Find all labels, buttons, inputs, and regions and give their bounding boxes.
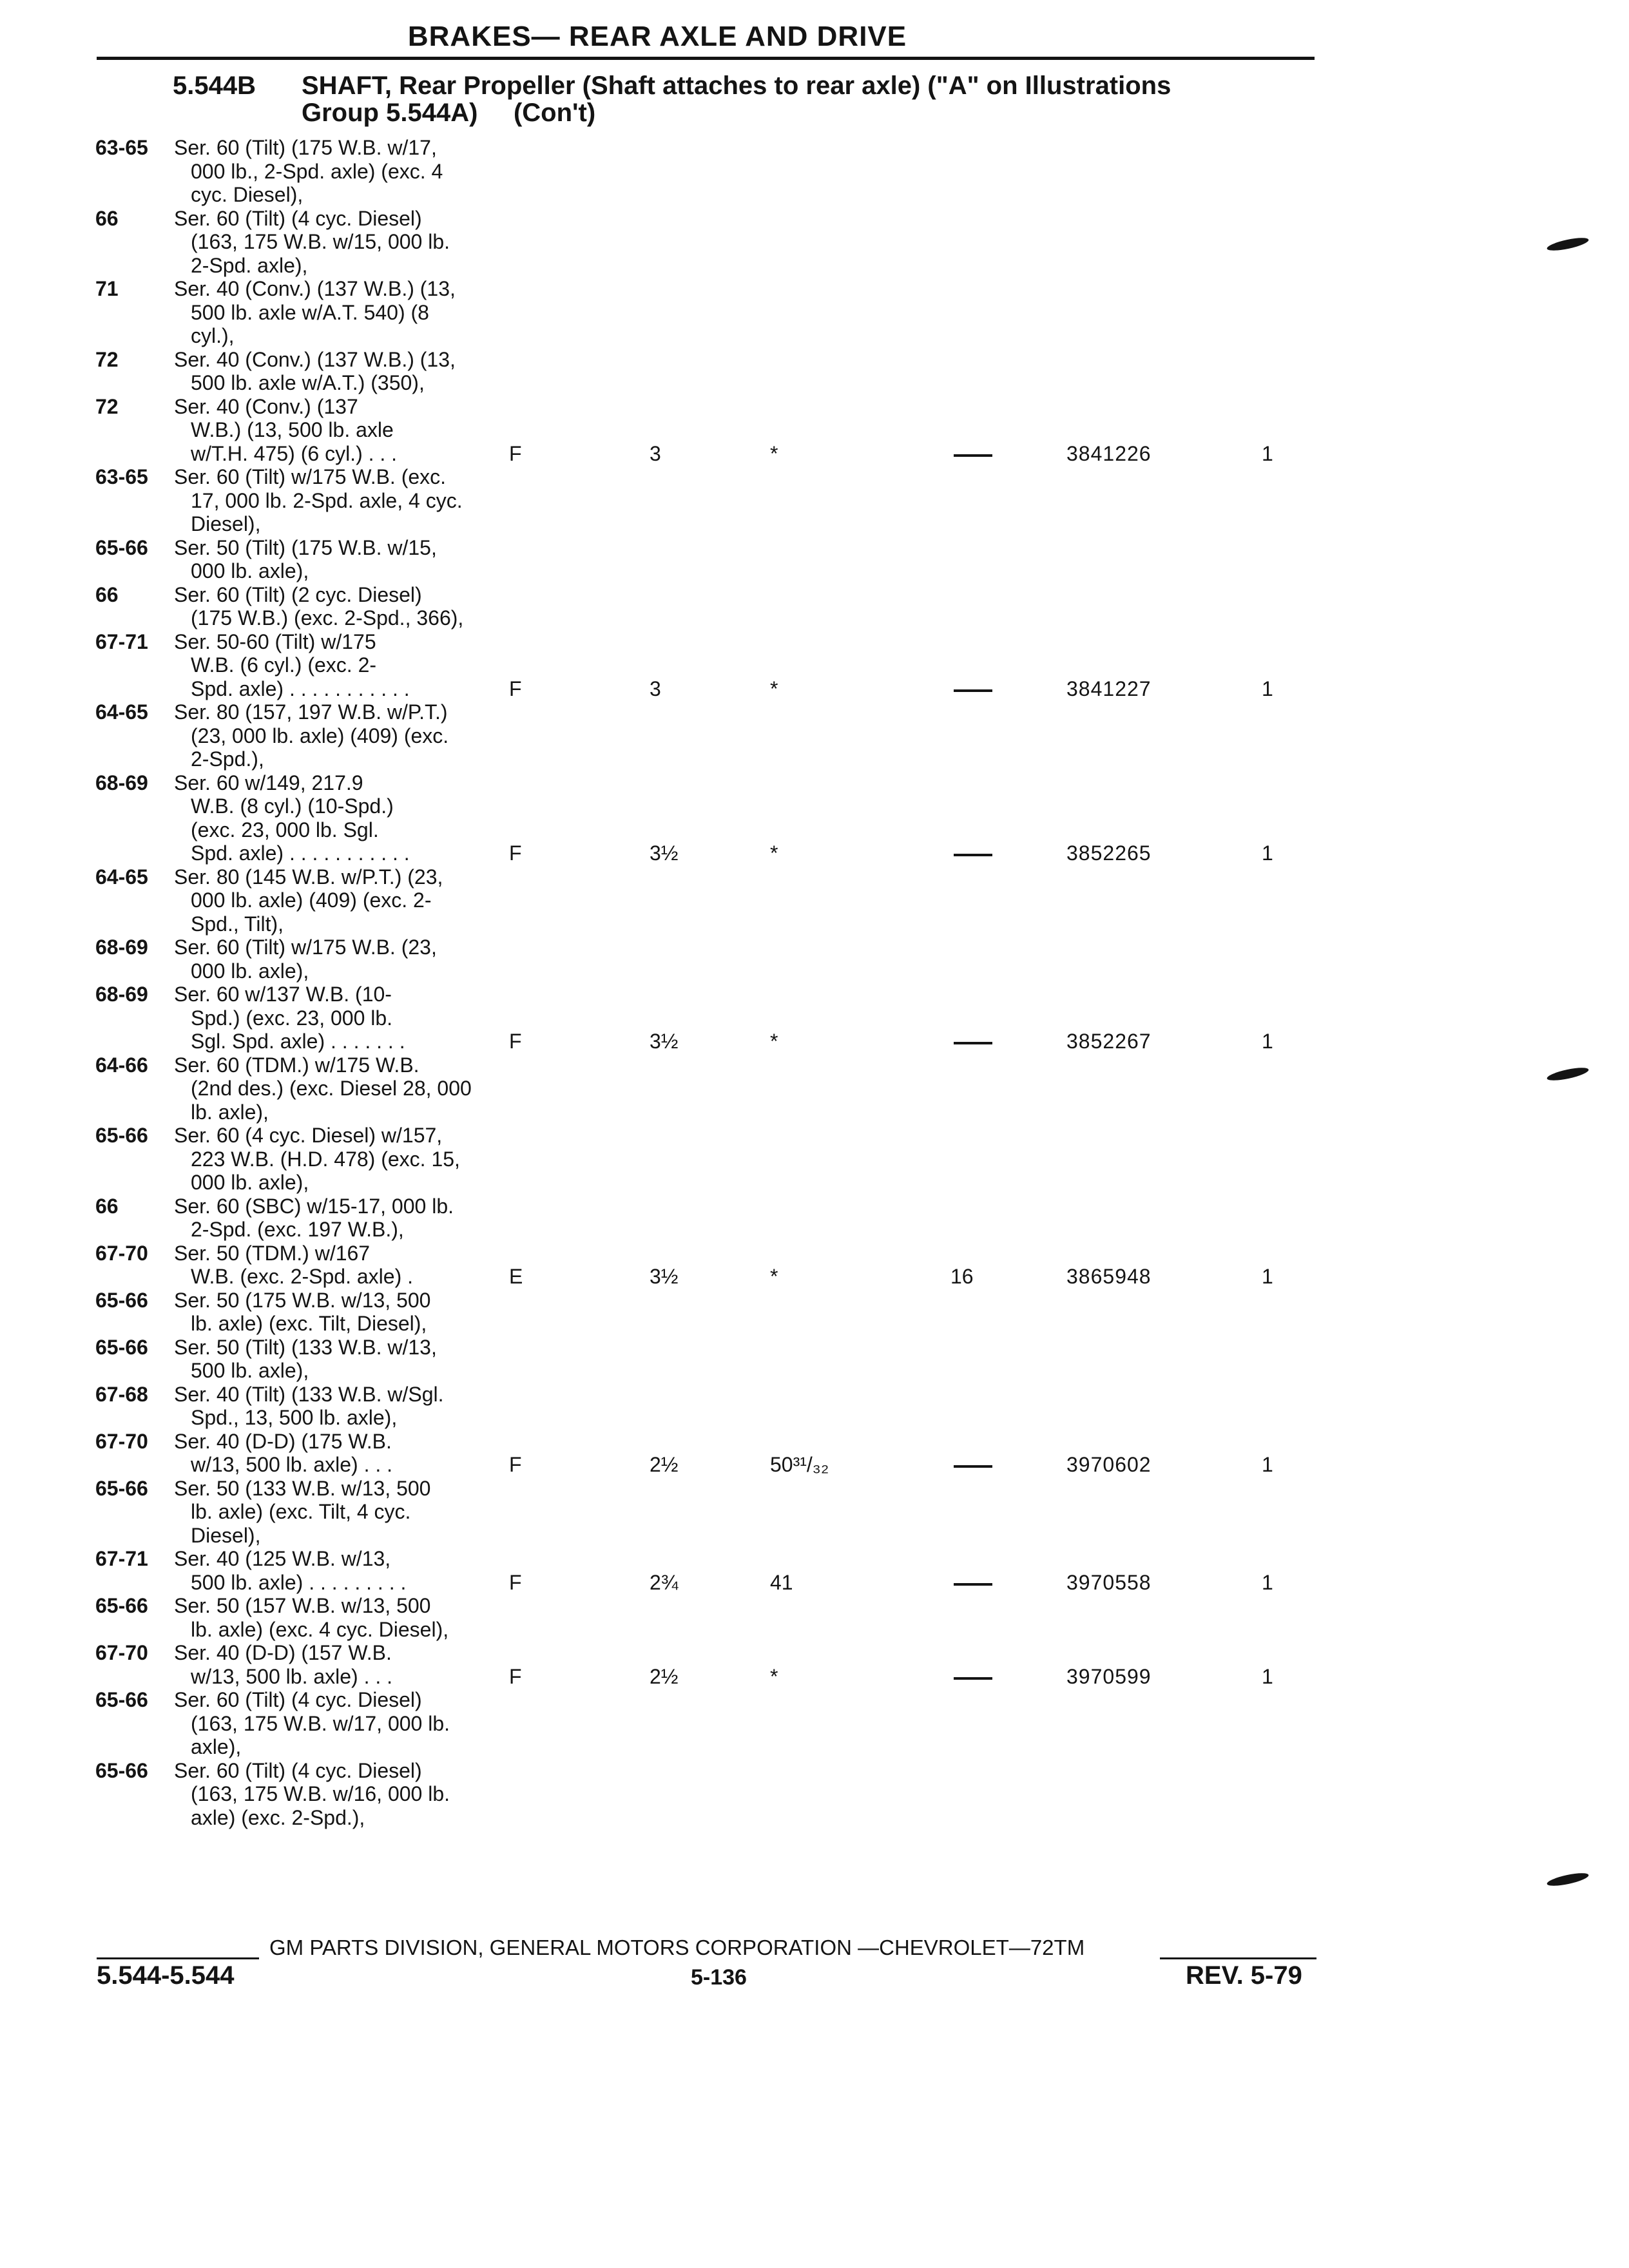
description-line: Ser. 60 (SBC) w/15-17, 000 lb. — [174, 1194, 454, 1218]
application-description — [174, 771, 535, 865]
tube-size: 3½ — [650, 1265, 679, 1288]
description-line: 000 lb. axle) (409) (exc. 2- — [191, 889, 432, 912]
application-description — [174, 395, 535, 466]
description-line: Diesel), — [191, 1523, 261, 1547]
part-number: 3970558 — [1066, 1570, 1152, 1594]
description-line: axle), — [191, 1735, 242, 1758]
figure-code: F — [509, 1570, 522, 1594]
no-value-dash — [954, 454, 992, 457]
description-line: w/T.H. 475) (6 cyl.) . . . — [191, 441, 398, 465]
model-year: 67-70 — [95, 1241, 148, 1265]
model-year: 65-66 — [95, 1594, 148, 1617]
description-line: Ser. 40 (Conv.) (137 W.B.) (13, — [174, 347, 456, 371]
description-line: (2nd des.) (exc. Diesel 28, 000 — [191, 1077, 472, 1100]
description-line: Ser. 50 (133 W.B. w/13, 500 — [174, 1476, 431, 1500]
description-line: (exc. 23, 000 lb. Sgl. — [191, 818, 379, 841]
application-description — [174, 277, 535, 348]
description-line: Ser. 80 (157, 197 W.B. w/P.T.) — [174, 700, 448, 724]
figure-code: F — [509, 1453, 522, 1476]
application-description — [174, 983, 535, 1053]
description-line: cyl.), — [191, 324, 235, 347]
shaft-length: 50³¹/₃₂ — [770, 1453, 829, 1476]
quantity: 1 — [1262, 1265, 1273, 1288]
application-description — [174, 865, 535, 936]
footer-page-number: 5-136 — [691, 1965, 747, 1990]
model-year: 65-66 — [95, 535, 148, 559]
footer-publisher: GM PARTS DIVISION, GENERAL MOTORS CORPORATION —CHEVROLET—72TM — [269, 1936, 1085, 1959]
description-line: Ser. 40 (Conv.) (137 W.B.) (13, — [174, 277, 456, 300]
part-number: 3852267 — [1066, 1030, 1152, 1053]
description-line: Sgl. Spd. axle) . . . . . . . — [191, 1030, 405, 1053]
page-header-title: BRAKES— REAR AXLE AND DRIVE — [407, 21, 907, 52]
description-line: Ser. 40 (Conv.) (137 — [174, 394, 358, 418]
application-description — [174, 1195, 535, 1242]
description-line: Diesel), — [191, 512, 261, 535]
model-year: 65-66 — [95, 1335, 148, 1359]
section-title-continued: Group 5.544A) (Con't) — [302, 99, 596, 127]
model-year: 67-68 — [95, 1382, 148, 1406]
description-line: 000 lb. axle), — [191, 1171, 309, 1194]
application-description — [174, 583, 535, 630]
description-line: Spd.) (exc. 23, 000 lb. — [191, 1006, 393, 1030]
description-line: Spd., 13, 500 lb. axle), — [191, 1406, 398, 1429]
part-number: 3970599 — [1066, 1664, 1152, 1688]
no-value-dash — [954, 854, 992, 856]
model-year: 64-65 — [95, 865, 148, 889]
model-year: 65-66 — [95, 1758, 148, 1782]
description-line: Spd. axle) . . . . . . . . . . . — [191, 841, 410, 865]
model-year: 64-65 — [95, 700, 148, 724]
figure-code: E — [509, 1265, 523, 1288]
no-value-dash — [954, 1583, 992, 1586]
description-line: lb. axle) (exc. 4 cyc. Diesel), — [191, 1617, 449, 1641]
no-value-dash — [954, 1677, 992, 1680]
quantity: 1 — [1262, 1664, 1273, 1688]
description-line: Ser. 60 w/137 W.B. (10- — [174, 983, 392, 1006]
quantity: 1 — [1262, 1570, 1273, 1594]
description-line: 000 lb. axle), — [191, 559, 309, 582]
model-year: 67-71 — [95, 629, 148, 653]
figure-code: F — [509, 441, 522, 465]
description-line: W.B.) (13, 500 lb. axle — [191, 418, 394, 441]
tube-size: 3 — [650, 441, 661, 465]
model-year: 66 — [95, 1194, 119, 1218]
description-line: (163, 175 W.B. w/16, 000 lb. — [191, 1782, 450, 1805]
description-line: 2-Spd.), — [191, 747, 264, 771]
description-line: lb. axle) (exc. Tilt, Diesel), — [191, 1312, 427, 1335]
description-line: Ser. 40 (D-D) (175 W.B. — [174, 1429, 392, 1453]
description-line: Ser. 50 (175 W.B. w/13, 500 — [174, 1288, 431, 1312]
model-year: 65-66 — [95, 1288, 148, 1312]
description-line: 223 W.B. (H.D. 478) (exc. 15, — [191, 1147, 460, 1171]
figure-code: F — [509, 841, 522, 865]
application-description — [174, 1759, 535, 1830]
application-description — [174, 1430, 535, 1477]
application-description — [174, 1641, 535, 1688]
shaft-length: * — [770, 677, 778, 700]
shaft-length: * — [770, 441, 778, 465]
application-description — [174, 1383, 535, 1430]
quantity: 1 — [1262, 677, 1273, 700]
application-description — [174, 1242, 535, 1289]
section-title: SHAFT, Rear Propeller (Shaft attaches to rear axle) ("A" on Illustrations — [302, 72, 1171, 100]
application-description — [174, 700, 535, 771]
description-line: W.B. (8 cyl.) (10-Spd.) — [191, 794, 394, 818]
description-line: lb. axle), — [191, 1100, 269, 1124]
description-line: 2-Spd. axle), — [191, 253, 308, 277]
description-line: Ser. 80 (145 W.B. w/P.T.) (23, — [174, 865, 443, 889]
application-description — [174, 1289, 535, 1336]
description-line: 000 lb., 2-Spd. axle) (exc. 4 — [191, 159, 443, 183]
model-year: 63-65 — [95, 136, 148, 159]
description-line: (163, 175 W.B. w/15, 000 lb. — [191, 230, 450, 253]
description-line: Ser. 60 (Tilt) w/175 W.B. (exc. — [174, 465, 447, 488]
footer-rule-left — [97, 1957, 259, 1959]
description-line: Ser. 50 (Tilt) (133 W.B. w/13, — [174, 1335, 437, 1359]
tube-size: 3½ — [650, 841, 679, 865]
shaft-length: * — [770, 841, 778, 865]
figure-code: F — [509, 1030, 522, 1053]
model-year: 72 — [95, 394, 119, 418]
figure-code: F — [509, 1664, 522, 1688]
no-value-dash — [954, 689, 992, 692]
model-year: 64-66 — [95, 1053, 148, 1077]
description-line: Spd. axle) . . . . . . . . . . . — [191, 677, 410, 700]
quantity: 1 — [1262, 441, 1273, 465]
model-year: 68-69 — [95, 936, 148, 959]
description-line: Ser. 50 (TDM.) w/167 — [174, 1241, 371, 1265]
description-line: (175 W.B.) (exc. 2-Spd., 366), — [191, 606, 464, 629]
part-number: 3970602 — [1066, 1453, 1152, 1476]
application-description — [174, 1688, 535, 1759]
description-line: Ser. 40 (Tilt) (133 W.B. w/Sgl. — [174, 1382, 444, 1406]
application-description — [174, 1594, 535, 1641]
description-line: Ser. 60 (TDM.) w/175 W.B. — [174, 1053, 419, 1077]
part-number: 3852265 — [1066, 841, 1152, 865]
application-description — [174, 136, 535, 207]
tube-size: 2¾ — [650, 1570, 679, 1594]
model-year: 67-70 — [95, 1641, 148, 1664]
application-description — [174, 630, 535, 701]
shaft-length: * — [770, 1265, 778, 1288]
tube-size: 3½ — [650, 1030, 679, 1053]
model-year: 71 — [95, 277, 119, 300]
description-line: 500 lb. axle), — [191, 1359, 309, 1382]
description-line: Ser. 60 (Tilt) (4 cyc. Diesel) — [174, 1758, 422, 1782]
model-year: 68-69 — [95, 771, 148, 794]
section-number: 5.544B — [173, 72, 256, 100]
description-line: 000 lb. axle), — [191, 959, 309, 983]
description-line: 500 lb. axle) . . . . . . . . . — [191, 1570, 407, 1594]
description-line: Ser. 60 (Tilt) (4 cyc. Diesel) — [174, 1688, 422, 1711]
description-line: Ser. 60 (Tilt) (2 cyc. Diesel) — [174, 582, 422, 606]
footer-section-range: 5.544-5.544 — [97, 1961, 235, 1990]
application-description — [174, 207, 535, 278]
description-line: Ser. 50 (Tilt) (175 W.B. w/15, — [174, 535, 437, 559]
description-line: w/13, 500 lb. axle) . . . — [191, 1664, 393, 1688]
model-year: 65-66 — [95, 1688, 148, 1711]
description-line: Ser. 50-60 (Tilt) w/175 — [174, 629, 376, 653]
description-line: W.B. (exc. 2-Spd. axle) . — [191, 1265, 413, 1288]
part-number: 3865948 — [1066, 1265, 1152, 1288]
description-line: Spd., Tilt), — [191, 912, 284, 936]
quantity: 1 — [1262, 1453, 1273, 1476]
description-line: (23, 000 lb. axle) (409) (exc. — [191, 724, 449, 747]
model-year: 68-69 — [95, 983, 148, 1006]
model-year: 66 — [95, 206, 119, 230]
application-description — [174, 1124, 535, 1195]
quantity: 1 — [1262, 1030, 1273, 1053]
application-description — [174, 465, 535, 536]
description-line: lb. axle) (exc. Tilt, 4 cyc. — [191, 1500, 411, 1523]
model-year: 65-66 — [95, 1124, 148, 1147]
tube-size: 2½ — [650, 1664, 679, 1688]
description-line: 2-Spd. (exc. 197 W.B.), — [191, 1218, 404, 1241]
description-line: w/13, 500 lb. axle) . . . — [191, 1453, 393, 1476]
no-value-dash — [954, 1465, 992, 1468]
description-line: 17, 000 lb. 2-Spd. axle, 4 cyc. — [191, 488, 463, 512]
description-line: 500 lb. axle w/A.T.) (350), — [191, 371, 425, 394]
description-line: (163, 175 W.B. w/17, 000 lb. — [191, 1711, 450, 1735]
figure-code: F — [509, 677, 522, 700]
model-year: 65-66 — [95, 1476, 148, 1500]
tube-size: 2½ — [650, 1453, 679, 1476]
quantity: 1 — [1262, 841, 1273, 865]
no-value-dash — [954, 1042, 992, 1044]
model-year: 67-71 — [95, 1547, 148, 1570]
tube-size: 3 — [650, 677, 661, 700]
description-line: Ser. 50 (157 W.B. w/13, 500 — [174, 1594, 431, 1617]
application-description — [174, 348, 535, 395]
shaft-length: * — [770, 1664, 778, 1688]
description-line: Ser. 60 w/149, 217.9 — [174, 771, 363, 794]
application-description — [174, 936, 535, 983]
part-number: 3841226 — [1066, 441, 1152, 465]
footer-revision: REV. 5-79 — [1186, 1961, 1302, 1990]
model-year: 63-65 — [95, 465, 148, 488]
application-description — [174, 1547, 535, 1594]
description-line: Ser. 60 (4 cyc. Diesel) w/157, — [174, 1124, 443, 1147]
description-line: Ser. 60 (Tilt) (175 W.B. w/17, — [174, 136, 437, 159]
description-line: Ser. 60 (Tilt) w/175 W.B. (23, — [174, 936, 437, 959]
part-number: 3841227 — [1066, 677, 1152, 700]
shaft-length: 41 — [770, 1570, 793, 1594]
description-line: Ser. 40 (125 W.B. w/13, — [174, 1547, 391, 1570]
application-description — [174, 1336, 535, 1383]
description-line: W.B. (6 cyl.) (exc. 2- — [191, 653, 377, 677]
footer-rule-right — [1160, 1957, 1316, 1959]
application-description — [174, 1477, 535, 1548]
description-line: Ser. 60 (Tilt) (4 cyc. Diesel) — [174, 206, 422, 230]
description-line: 500 lb. axle w/A.T. 540) (8 — [191, 300, 429, 324]
model-year: 66 — [95, 582, 119, 606]
model-year: 67-70 — [95, 1429, 148, 1453]
spline-teeth: 16 — [950, 1265, 974, 1288]
model-year: 72 — [95, 347, 119, 371]
application-description — [174, 536, 535, 583]
description-line: cyc. Diesel), — [191, 183, 304, 206]
description-line: Ser. 40 (D-D) (157 W.B. — [174, 1641, 392, 1664]
description-line: axle) (exc. 2-Spd.), — [191, 1805, 365, 1829]
shaft-length: * — [770, 1030, 778, 1053]
application-description — [174, 1053, 535, 1124]
